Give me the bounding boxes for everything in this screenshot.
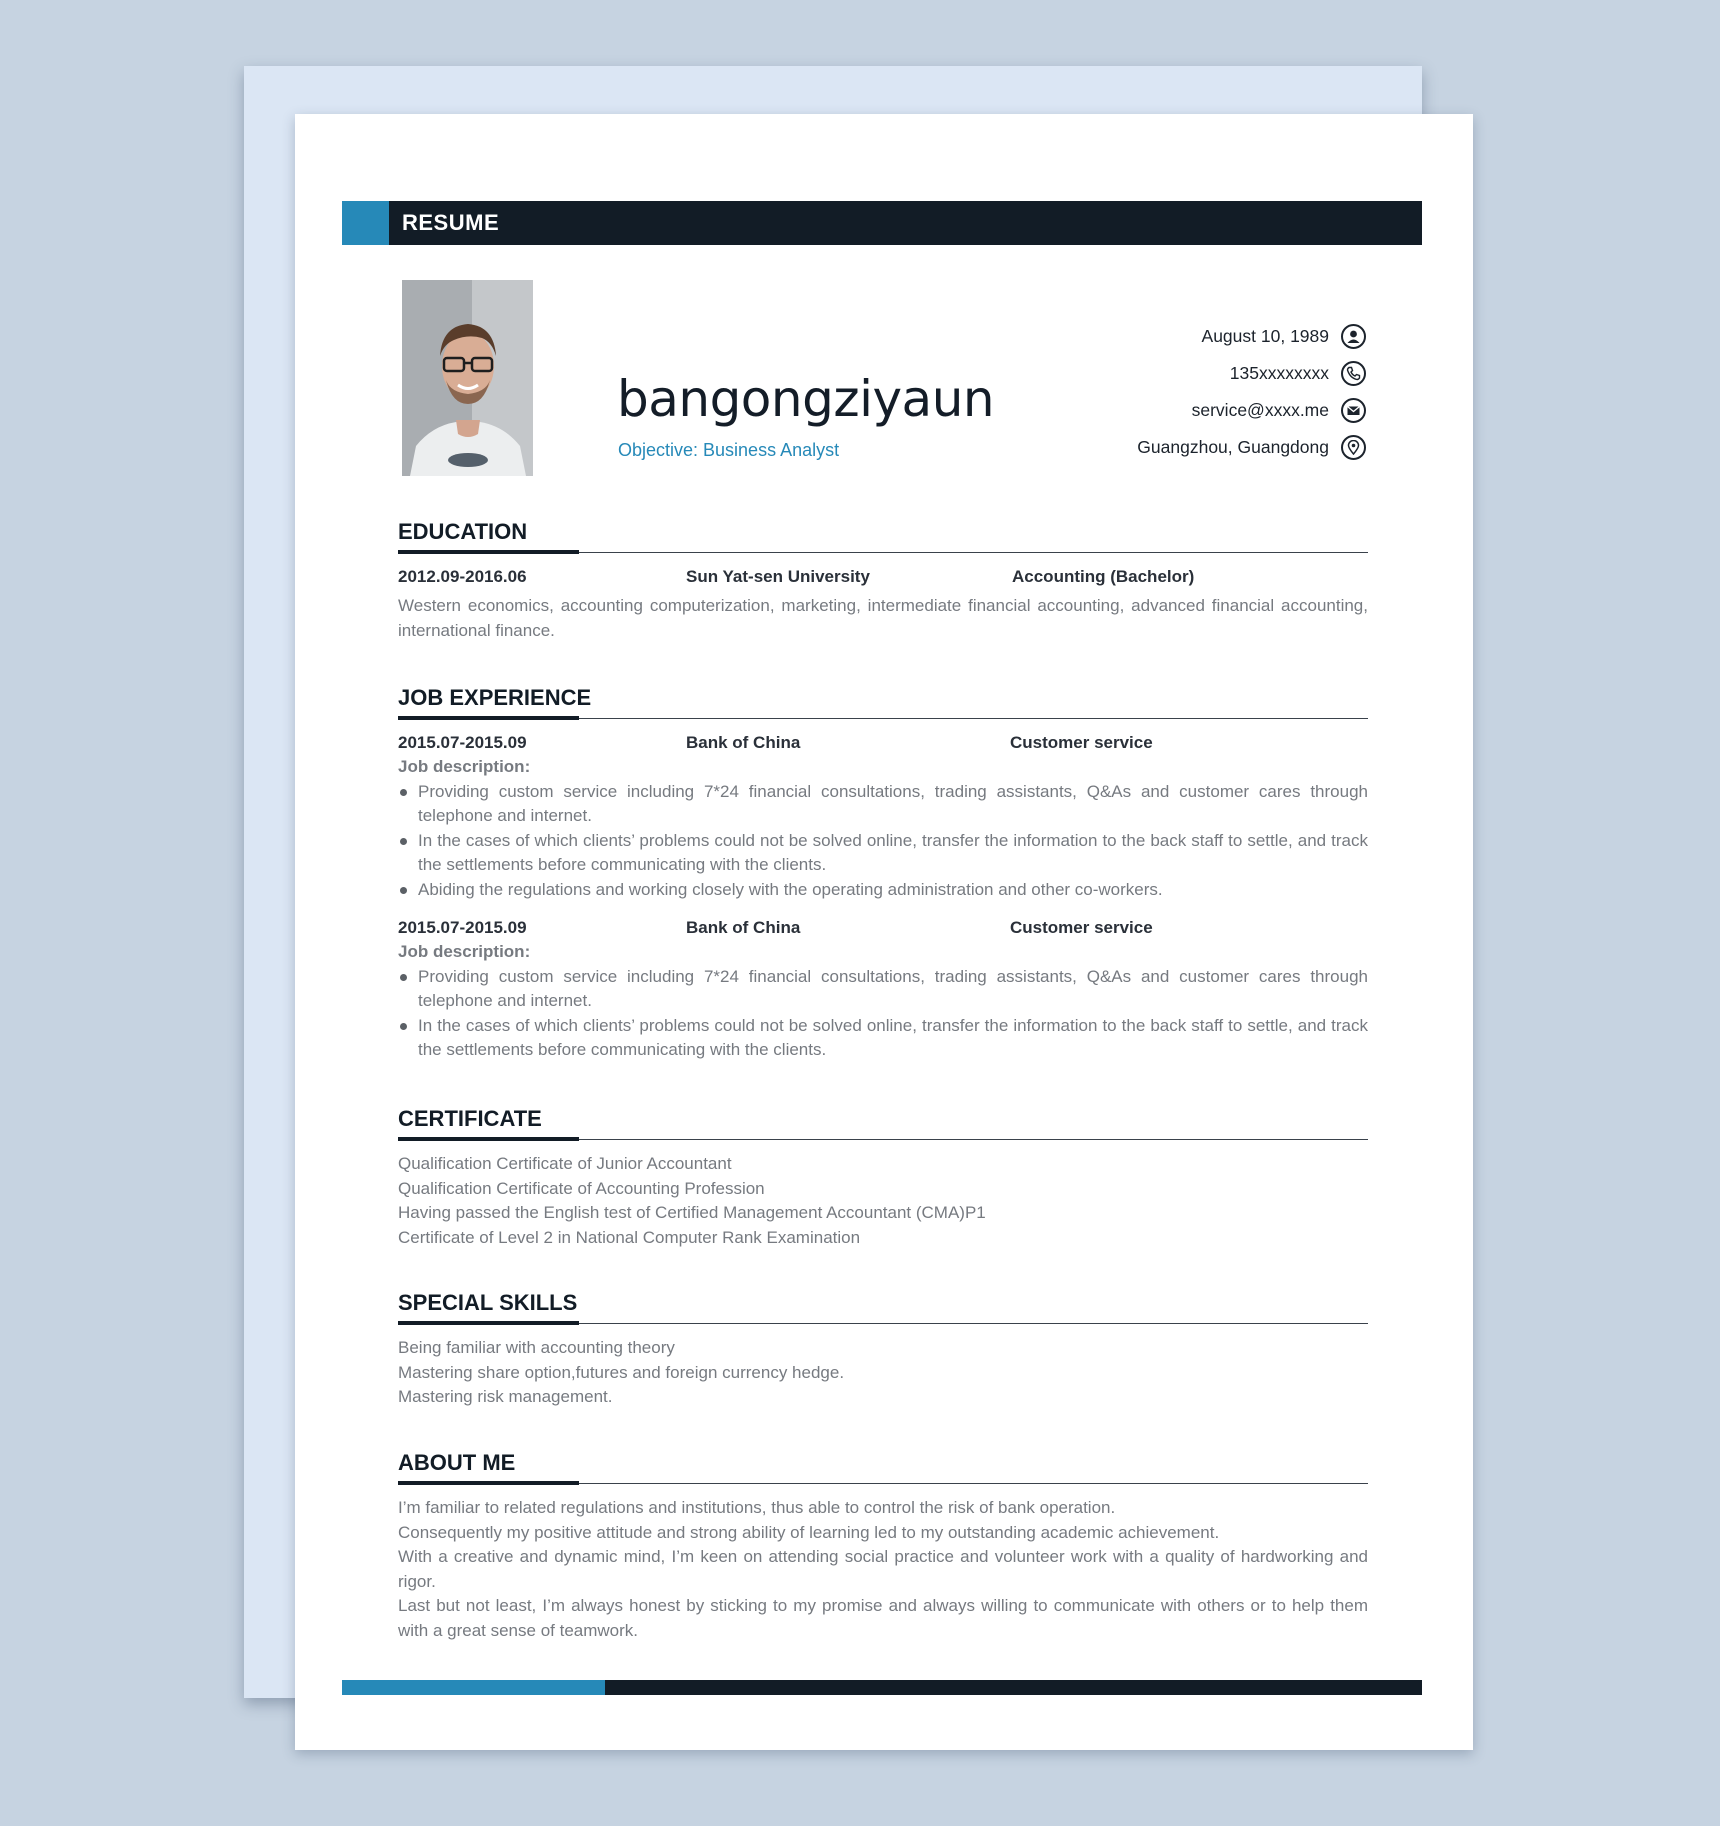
job-description-label: Job description: [398, 757, 531, 776]
job-bullet: In the cases of which clients’ problems could not be solved online, transfer the information to the back staff to settle, and track the settlements before communicating with the clients. [398, 1014, 1368, 1063]
portrait-photo-icon [402, 280, 533, 476]
education-period: 2012.09-2016.06 [398, 567, 527, 586]
skill-item: Mastering share option,futures and foreign currency hedge. [398, 1362, 845, 1382]
skill-item: Being familiar with accounting theory [398, 1338, 675, 1357]
job-entry [398, 731, 1368, 902]
resume-page [295, 114, 1473, 1750]
section-underline [398, 1321, 579, 1325]
section-underline [398, 1481, 579, 1485]
education-title: EDUCATION [398, 519, 528, 544]
job-period: 2015.07-2015.09 [398, 733, 527, 752]
education-school: Sun Yat-sen University [686, 567, 870, 586]
job-bullets [398, 965, 1368, 1063]
certificate-item: Having passed the English test of Certified Management Accountant (CMA)P1 [398, 1203, 986, 1222]
contact-birthdate [1137, 318, 1366, 355]
email-text: service@xxxx.me [1191, 400, 1329, 420]
about-header [398, 1449, 1368, 1485]
about-paragraph: Last but not least, I’m always honest by sticking to my promise and always willing to communicate with others or to help them with a great sense of teamwork. [398, 1596, 1368, 1640]
about-paragraph: With a creative and dynamic mind, I’m keen on attending social practice and volunteer work with a quality of hardworking and rigor. [398, 1547, 1368, 1591]
job-meta [398, 916, 1368, 940]
contact-email [1137, 392, 1366, 429]
education-description: Western economics, accounting computerization, marketing, intermediate financial accounting, advanced financial accounting, international finance. [398, 596, 1368, 640]
job-description-label: Job description: [398, 942, 531, 961]
experience-header [398, 684, 1368, 720]
header-banner [342, 201, 1422, 245]
person-icon [1341, 324, 1366, 349]
location-text: Guangzhou, Guangdong [1137, 437, 1329, 457]
skills-title: SPECIAL SKILLS [398, 1290, 578, 1315]
certificate-section [398, 1105, 1368, 1250]
skills-list [398, 1336, 1368, 1410]
about-title: ABOUT ME [398, 1450, 516, 1475]
job-company: Bank of China [686, 733, 801, 752]
about-paragraph: I’m familiar to related regulations and institutions, thus able to control the risk of bank operation. [398, 1498, 1116, 1517]
job-bullet: Abiding the regulations and working closely with the operating administration and other co-workers. [398, 878, 1368, 903]
job-bullet: Providing custom service including 7*24 financial consultations, trading assistants, Q&As and customer cares through telephone and internet. [398, 780, 1368, 829]
experience-title: JOB EXPERIENCE [398, 685, 592, 710]
education-major: Accounting (Bachelor) [1012, 567, 1195, 586]
job-company: Bank of China [686, 918, 801, 937]
phone-text: 135xxxxxxxx [1229, 363, 1329, 383]
skills-header [398, 1289, 1368, 1325]
job-period: 2015.07-2015.09 [398, 918, 527, 937]
banner-accent [342, 201, 389, 245]
certificate-title: CERTIFICATE [398, 1106, 542, 1131]
job-meta [398, 731, 1368, 755]
certificate-header [398, 1105, 1368, 1141]
section-underline [398, 550, 579, 554]
certificate-list [398, 1152, 1368, 1250]
profile-photo [402, 280, 533, 476]
location-pin-icon [1341, 435, 1366, 460]
contact-location [1137, 429, 1366, 466]
section-underline [398, 1137, 579, 1141]
mail-icon [1341, 398, 1366, 423]
about-section [398, 1449, 1368, 1643]
skills-section [398, 1289, 1368, 1410]
job-bullets [398, 780, 1368, 903]
job-entry [398, 916, 1368, 1063]
certificate-item: Qualification Certificate of Junior Accountant [398, 1154, 732, 1173]
birthdate-text: August 10, 1989 [1201, 326, 1329, 346]
job-role: Customer service [1010, 733, 1153, 752]
education-section [398, 518, 1368, 643]
skill-item: Mastering risk management. [398, 1387, 613, 1406]
about-paragraph: Consequently my positive attitude and strong ability of learning led to my outstanding academic achievement. [398, 1522, 1220, 1542]
job-bullet: In the cases of which clients’ problems could not be solved online, transfer the information to the back staff to settle, and track the settlements before communicating with the clients. [398, 829, 1368, 878]
education-meta [398, 565, 1368, 589]
about-text [398, 1496, 1368, 1643]
section-underline [398, 716, 579, 720]
footer-bar [342, 1680, 1422, 1695]
experience-section [398, 684, 1368, 1063]
job-role: Customer service [1010, 918, 1153, 937]
certificate-item: Qualification Certificate of Accounting Profession [398, 1178, 765, 1198]
contact-phone [1137, 355, 1366, 392]
candidate-name: bangongziyaun [617, 370, 995, 428]
footer-accent [342, 1680, 605, 1695]
phone-icon [1341, 361, 1366, 386]
objective: Objective: Business Analyst [618, 440, 840, 460]
education-header [398, 518, 1368, 554]
job-bullet: Providing custom service including 7*24 financial consultations, trading assistants, Q&As and customer cares through telephone and internet. [398, 965, 1368, 1014]
certificate-item: Certificate of Level 2 in National Computer Rank Examination [398, 1227, 861, 1247]
contact-list [1137, 318, 1366, 466]
resume-title: RESUME [402, 210, 500, 235]
